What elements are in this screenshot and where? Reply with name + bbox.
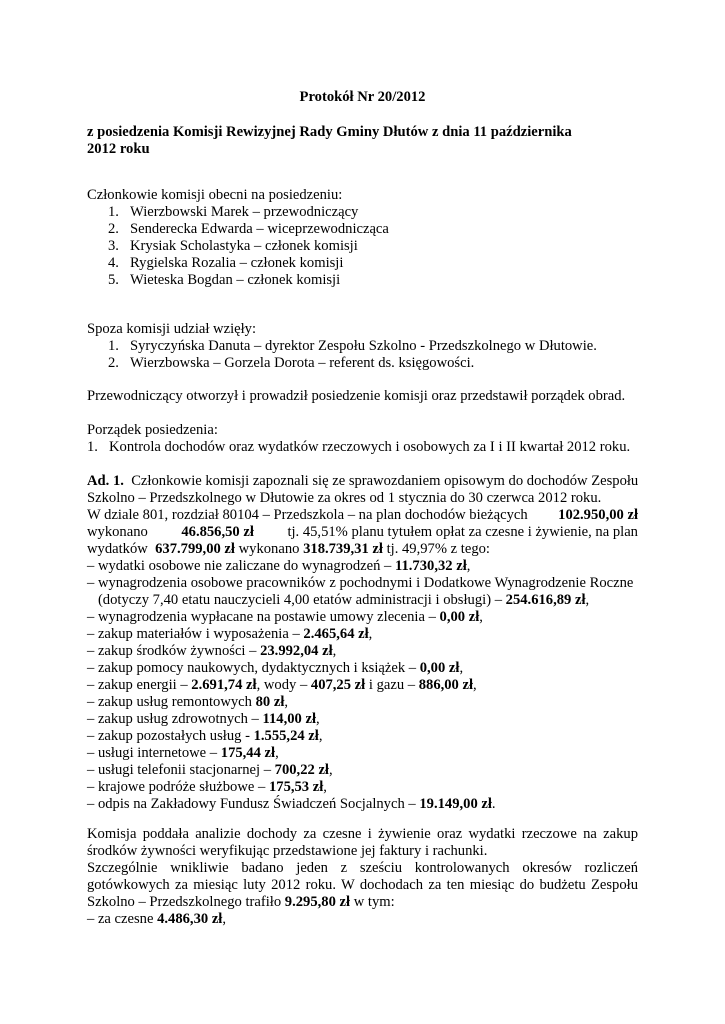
list-text: Wieteska Bogdan – członek komisji [130,272,341,288]
planned-income-value: 102.950,00 zł [558,507,638,523]
expense-label: – zakup pozostałych usług - [87,728,254,744]
planned-expenses-value: 637.799,00 zł [155,541,235,557]
analysis-text: Szkolno – Przedszkolnego trafiło [87,894,285,910]
expense-label: , [332,643,337,659]
expense-amount: 886,00 zł [418,677,474,693]
expense-item [87,575,633,592]
ad1-line-3 [87,507,638,524]
tuition-value: 4.486,30 zł [157,911,223,927]
expense-item [87,609,483,626]
member-item [108,204,358,221]
expense-label: – zakup usług remontowych [87,694,256,710]
analysis-line-5 [87,894,395,911]
expense-label: – odpis na Zakładowy Fundusz Świadczeń Socjalnych – [87,796,420,812]
expense-label: , [318,728,323,744]
analysis-line-4: gotówkowych za miesiąc luty 2012 roku. W dochodach za ten miesiąc do budżetu Zespołu [87,877,638,893]
expense-label: – zakup środków żywności – [87,643,261,659]
expense-label: (dotyczy 7,40 etatu nauczycieli 4,00 etatów administracji i obsługi) – [87,592,506,608]
expense-label: – wynagrodzenia wypłacane na postawie umowy zlecenia – [87,609,440,625]
member-item [108,272,340,289]
expense-label: , [479,609,483,625]
document-title: Protokół Nr 20/2012 [299,89,426,105]
expense-label: – zakup usług zdrowotnych – [87,711,263,727]
ad1-text: W dziale 801, rozdział 80104 – Przedszkola – na plan dochodów bieżących [87,507,528,523]
expense-label: – usługi internetowe – [87,745,221,761]
member-item [108,221,389,238]
expense-label: – usługi telefonii stacjonarnej – [87,762,275,778]
expense-amount: 2.465,64 zł [303,626,369,642]
expense-label: , [284,694,289,710]
agenda-item [87,439,630,456]
list-text: Syryczyńska Danuta – dyrektor Zespołu Szkolno - Przedszkolnego w Dłutowie. [130,338,597,354]
members-heading: Członkowie komisji obecni na posiedzeniu: [87,187,343,203]
expense-item [87,779,327,796]
ad1-line-2: Szkolno – Przedszkolnego w Dłutowie za okres od 1 stycznia do 30 czerwca 2012 roku. [87,490,602,506]
expense-label: , [466,558,471,574]
expense-item [87,694,288,711]
expense-label: i gazu – [365,677,419,693]
analysis-text: – za czesne [87,911,158,927]
expense-item [87,745,279,762]
opening-paragraph: Przewodniczący otworzył i prowadził posiedzenie komisji oraz przedstawił porządek obrad. [87,388,626,404]
expense-item [87,660,463,677]
expense-label: – zakup energii – [87,677,192,693]
analysis-line-3: Szczególnie wnikliwie badano jeden z sześciu kontrolowanych okresów rozliczeń [87,860,638,876]
expense-item [87,592,589,609]
expense-amount: 1.555,24 zł [253,728,319,744]
ad1-text: tj. 49,97% z tego: [386,541,490,557]
expense-label: , [473,677,477,693]
member-item [108,238,358,255]
expense-label: . [491,796,496,812]
expense-item [87,626,372,643]
expense-label: , [585,592,590,608]
guest-item [108,355,474,372]
expense-label: , wody – [256,677,311,693]
ad1-line-4 [87,524,638,541]
expense-amount: 407,25 zł [310,677,366,693]
expense-item [87,711,320,728]
executed-income-value: 46.856,50 zł [181,524,254,540]
february-income-value: 9.295,80 zł [284,894,351,910]
ad1-text: wykonano [238,541,300,557]
expense-label: , [328,762,333,778]
list-text: Krysiak Scholastyka – członek komisji [130,238,358,254]
list-number: 2. [108,221,119,237]
expense-label: , [459,660,464,676]
expense-amount: 175,53 zł [268,779,324,795]
expense-label: – zakup pomocy naukowych, dydaktycznych i książek – [87,660,420,676]
analysis-line-1: Komisja poddała analizie dochody za czesne i żywienie oraz wydatki rzeczowe na zakup [87,826,638,842]
expense-label: , [323,779,327,795]
analysis-text: , [222,911,227,927]
list-number: 2. [108,355,119,371]
expense-amount: 0,00 zł [419,660,460,676]
list-text: Rygielska Rozalia – członek komisji [130,255,344,271]
executed-expenses-value: 318.739,31 zł [303,541,383,557]
ad1-text: Członkowie komisji zapoznali się ze sprawozdaniem opisowym do dochodów Zespołu [131,473,639,489]
list-text: Wierzbowska – Gorzela Dorota – referent ds. księgowości. [130,355,475,371]
analysis-line-2: środków żywności weryfikując przedstawione jej faktury i rachunki. [87,843,488,859]
expense-amount: 175,44 zł [220,745,276,761]
expense-item [87,728,323,745]
expense-amount: 0,00 zł [439,609,480,625]
expense-label: , [316,711,320,727]
expense-item [87,677,477,694]
expense-label: – zakup materiałów i wyposażenia – [87,626,304,642]
member-item [108,255,343,272]
list-number: 1. [87,439,98,455]
guest-item [108,338,597,355]
expense-item [87,762,333,779]
analysis-line-6 [87,911,226,928]
guests-heading: Spoza komisji udział wzięły: [87,321,257,337]
expense-amount: 2.691,74 zł [191,677,257,693]
expense-item [87,558,470,575]
ad1-label: Ad. 1. [87,473,124,489]
list-number: 3. [108,238,119,254]
expense-amount: 19.149,00 zł [419,796,492,812]
expense-amount: 23.992,04 zł [260,643,333,659]
list-number: 4. [108,255,119,271]
ad1-text: wydatków [87,541,148,557]
expense-amount: 80 zł [255,694,285,710]
subtitle-line-1: z posiedzenia Komisji Rewizyjnej Rady Gminy Dłutów z dnia 11 października [87,124,572,140]
expense-item [87,643,336,660]
expense-amount: 700,22 zł [274,762,329,778]
list-number: 5. [108,272,119,288]
expense-label: – wynagrodzenia osobowe pracowników z pochodnymi i Dodatkowe Wynagrodzenie Roczne [87,575,634,591]
list-number: 1. [108,204,119,220]
expense-item [87,796,496,813]
expense-label: , [368,626,373,642]
agenda-heading: Porządek posiedzenia: [87,422,218,438]
list-text: Wierzbowski Marek – przewodniczący [130,204,359,220]
list-text: Kontrola dochodów oraz wydatków rzeczowych i osobowych za I i II kwartał 2012 roku. [109,439,631,455]
expense-amount: 254.616,89 zł [505,592,586,608]
ad1-line-1 [87,473,638,490]
expense-label: – krajowe podróże służbowe – [87,779,269,795]
ad1-line-5 [87,541,490,558]
list-text: Senderecka Edwarda – wiceprzewodnicząca [130,221,389,237]
expense-label: , [275,745,279,761]
list-number: 1. [108,338,119,354]
ad1-text: tj. 45,51% planu tytułem opłat za czesne i żywienie, na plan [287,524,638,540]
expense-amount: 11.730,32 zł [395,558,467,574]
ad1-text: wykonano [87,524,148,540]
analysis-text: w tym: [350,894,395,910]
subtitle-line-2: 2012 roku [87,141,150,157]
expense-amount: 114,00 zł [262,711,317,727]
expense-label: – wydatki osobowe nie zaliczane do wynagrodzeń – [87,558,395,574]
